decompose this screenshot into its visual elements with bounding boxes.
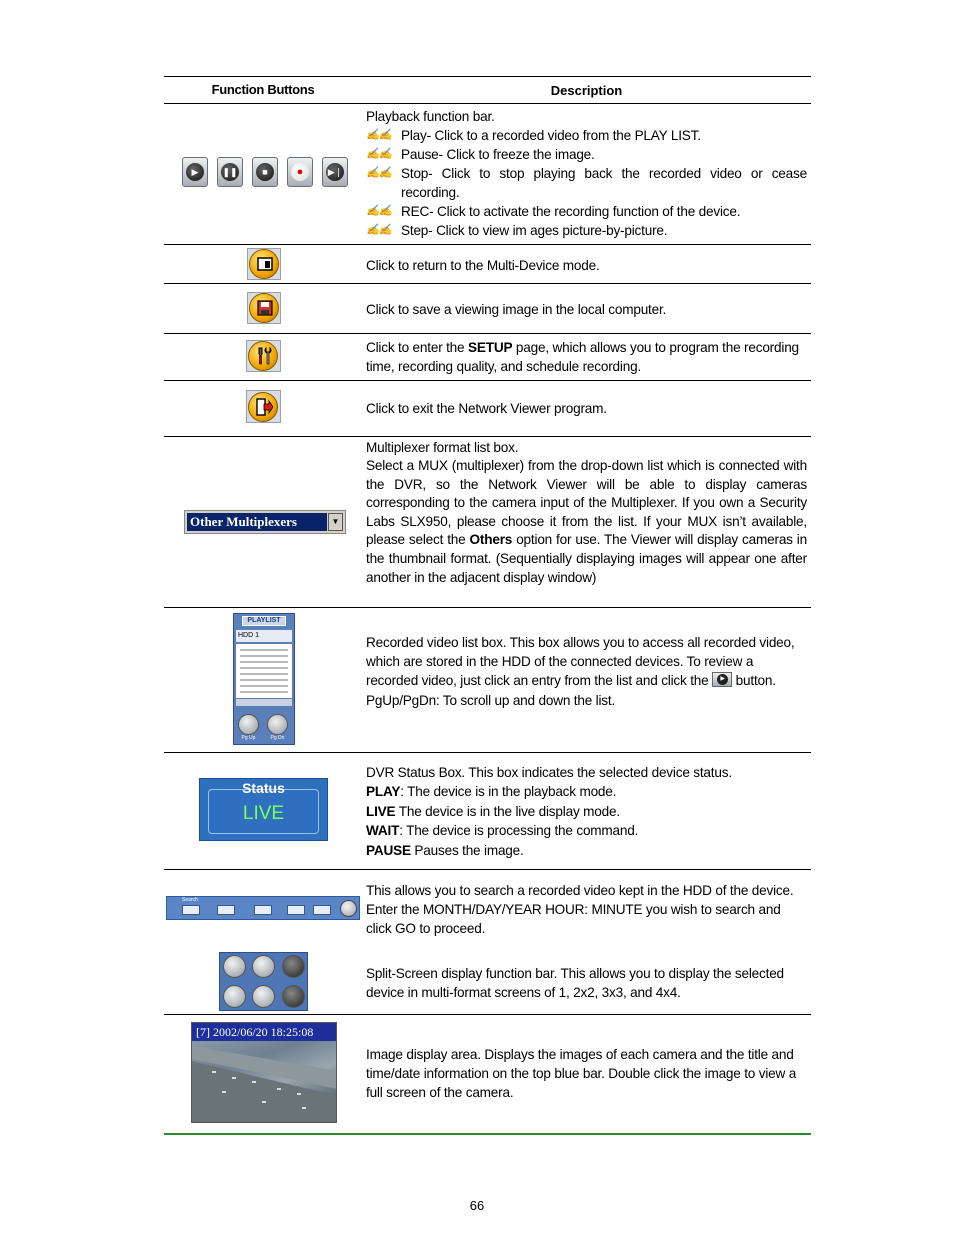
camera-title-bar: [7] 2002/06/20 18:25:08 xyxy=(192,1023,336,1041)
chevron-down-icon[interactable]: ▼ xyxy=(328,513,343,531)
playlist-title: PLAYLIST xyxy=(242,616,286,626)
record-icon: ● xyxy=(296,166,304,178)
list-item: ✍✍ Step- Click to view im ages picture-by-picture. xyxy=(366,223,668,238)
row-divider xyxy=(164,869,811,870)
rec-button[interactable] xyxy=(287,157,313,187)
multiplexer-select[interactable] xyxy=(184,510,346,534)
window-icon xyxy=(257,257,273,271)
list-item: LIVE The device is in the live display mode. xyxy=(366,803,620,819)
playlist-hdd-select[interactable]: HDD 1 xyxy=(236,630,292,642)
row-divider xyxy=(164,436,811,437)
floppy-icon xyxy=(257,300,273,316)
list-item: ✍✍ Stop- Click to stop playing back the recorded video or cease recording. xyxy=(366,166,807,200)
list-item: ✍✍ Pause- Click to freeze the image. xyxy=(366,147,595,162)
pause-icon: ❚❚ xyxy=(222,166,238,177)
list-item: PAUSE Pauses the image. xyxy=(366,842,524,858)
list-item: ✍✍ REC- Click to activate the recording function of the device. xyxy=(366,204,741,219)
setup-keyword: SETUP xyxy=(467,340,513,355)
playlist-list[interactable] xyxy=(236,644,292,698)
play-icon: ▶ xyxy=(712,672,732,687)
header-function-buttons: Function Buttons xyxy=(211,82,315,97)
hour-input[interactable] xyxy=(287,905,305,915)
table-bottom-rule xyxy=(164,1133,811,1135)
split-description: Split-Screen display function bar. This allows you to display the selected device in multi-format screens of 1, 2x2, 3x3, and 4x4. xyxy=(366,966,784,1000)
search-label: Search xyxy=(182,897,198,903)
row-divider xyxy=(164,380,811,381)
split-2x2-button[interactable] xyxy=(252,955,275,978)
multi-device-button[interactable] xyxy=(247,248,281,280)
others-keyword: Others xyxy=(469,532,513,548)
playback-description xyxy=(366,107,807,240)
bullet-mark: ✍✍ xyxy=(366,148,392,160)
playlist-box[interactable] xyxy=(233,613,295,745)
image-description: Image display area. Displays the images of each camera and the title and time/date information on the top blue bar. Double click the image to view a full screen of the camera. xyxy=(366,1047,797,1100)
list-item: WAIT: The device is processing the command. xyxy=(366,823,639,839)
status-title: DVR Status Box. This box indicates the selected device status. xyxy=(366,765,732,780)
playlist-scrollbar[interactable] xyxy=(236,699,292,706)
page-number: 66 xyxy=(469,1198,485,1213)
setup-button[interactable] xyxy=(246,340,281,372)
bullet-mark: ✍✍ xyxy=(366,205,392,217)
row-divider xyxy=(164,283,811,284)
day-input[interactable] xyxy=(217,905,235,915)
pgup-button[interactable] xyxy=(238,714,259,735)
stop-icon: ■ xyxy=(262,167,268,177)
search-description: This allows you to search a recorded video kept in the HDD of the device. Enter the MONTH/DAY/YEAR HOUR: MINUTE you wish to search and click GO to proceed. xyxy=(366,883,794,936)
playback-title: Playback function bar. xyxy=(366,109,495,124)
stop-button[interactable] xyxy=(252,157,278,187)
bullet-mark: ✍✍ xyxy=(366,224,392,236)
multiplexer-description: Multiplexer format list box. Select a MUX (multiplexer) from the drop-down list which is connected with the DVR, so the Network Viewer will be able to display cameras corresponding to the camera input of the Multiplexer. If you own a Security Labs SLX950, please choose it from the list. If your MUX isn’t available, please select the Others option for use. The Viewer will display cameras in the thumbnail format. (Sequentially displaying images will appear one after another in the adjacent display window) xyxy=(366,440,807,585)
list-item: PLAY: The device is in the playback mode. xyxy=(366,784,617,800)
multi-device-description: Click to return to the Multi-Device mode. xyxy=(366,258,600,273)
row-divider xyxy=(164,607,811,608)
go-button[interactable] xyxy=(340,900,357,917)
minute-input[interactable] xyxy=(313,905,331,915)
row-divider xyxy=(164,1014,811,1015)
split-1-button[interactable] xyxy=(223,955,246,978)
play-icon: ▶ xyxy=(191,166,199,177)
pgup-label: Pg Up xyxy=(241,735,256,741)
search-bar xyxy=(166,896,360,920)
save-image-button[interactable] xyxy=(247,292,281,324)
pgdn-label: Pg Dn xyxy=(270,735,285,741)
status-label: Status xyxy=(242,780,285,796)
save-image-description: Click to save a viewing image in the local computer. xyxy=(366,302,667,317)
split-screen-bar xyxy=(219,952,308,1011)
playlist-description: Recorded video list box. This box allows you to access all recorded video, which are stored in the HDD of the connected devices. To review a recorded video, just click an entry from the list and click the ▶ button. PgUp/PgDn: To scroll up and down the list. xyxy=(366,633,807,710)
header-description: Description xyxy=(550,83,623,98)
table-header xyxy=(164,76,811,104)
multiplexer-selected-value: Other Multiplexers xyxy=(187,513,327,531)
pgdn-button[interactable] xyxy=(267,714,288,735)
bullet-mark: ✍✍ xyxy=(366,129,392,141)
bullet-mark: ✍✍ xyxy=(366,167,392,179)
highway-scene xyxy=(192,1041,337,1123)
dvr-status-box xyxy=(199,778,328,841)
exit-door-icon xyxy=(255,397,273,417)
multiplexer-title: Multiplexer format list box. xyxy=(366,440,519,455)
row-divider xyxy=(164,333,811,334)
list-item: ✍✍ Play- Click to a recorded video from the PLAY LIST. xyxy=(366,128,701,143)
status-description xyxy=(366,763,807,860)
split-4x4-button[interactable] xyxy=(223,985,246,1008)
step-button[interactable] xyxy=(322,157,348,187)
step-icon: ▶❘ xyxy=(327,166,343,177)
month-input[interactable] xyxy=(182,905,200,915)
camera-image xyxy=(192,1041,336,1123)
exit-button[interactable] xyxy=(246,390,281,423)
tools-icon xyxy=(255,346,273,366)
play-button[interactable] xyxy=(182,157,208,187)
exit-description: Click to exit the Network Viewer program. xyxy=(366,401,607,416)
year-input[interactable] xyxy=(254,905,272,915)
row-divider xyxy=(164,752,811,753)
setup-description: Click to enter the SETUP page, which allows you to program the recording time, recording quality, and schedule recording. xyxy=(366,340,799,374)
image-display-area[interactable] xyxy=(191,1022,337,1123)
playlist-entries xyxy=(236,644,292,698)
split-grid-button[interactable] xyxy=(252,985,275,1008)
status-value: LIVE xyxy=(242,803,285,824)
pgupdn-note: PgUp/PgDn: To scroll up and down the list. xyxy=(366,693,616,708)
row-divider xyxy=(164,244,811,245)
split-3x3-button[interactable] xyxy=(282,955,305,978)
split-sequence-button[interactable] xyxy=(282,985,305,1008)
pause-button[interactable] xyxy=(217,157,243,187)
